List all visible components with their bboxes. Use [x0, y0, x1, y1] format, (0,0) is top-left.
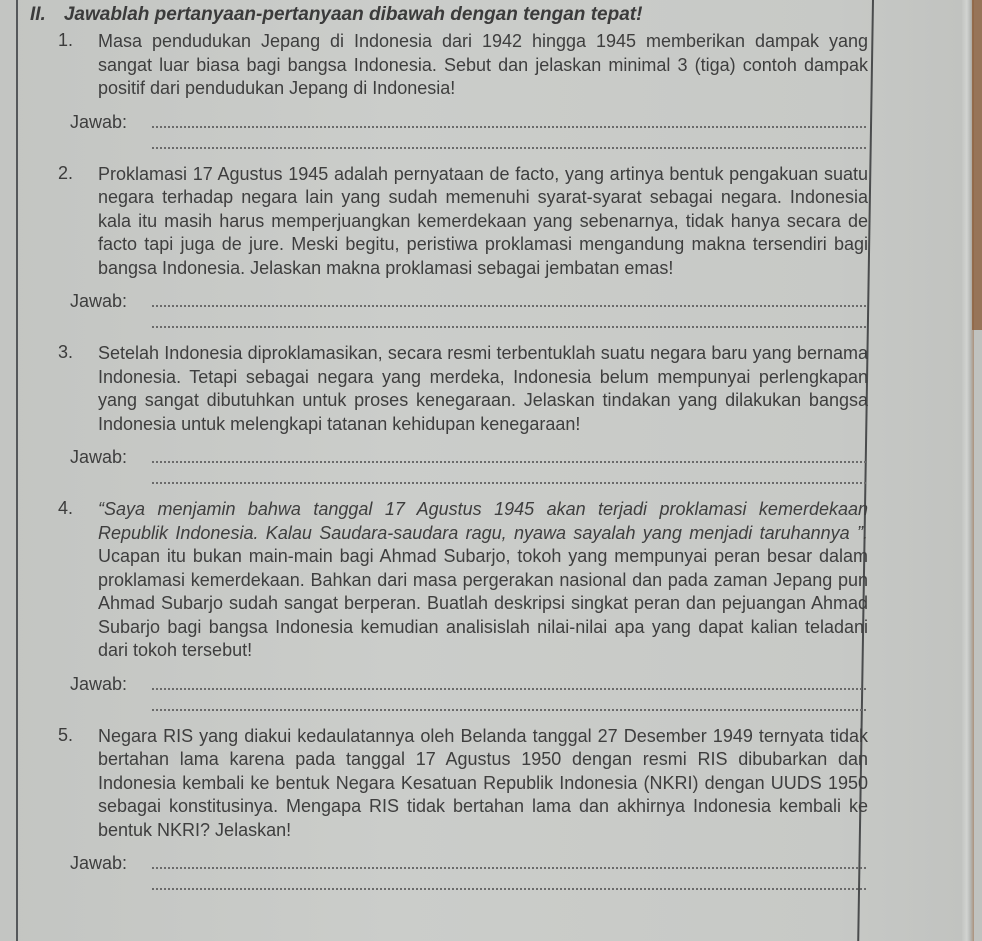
quote-text: “Saya menjamin bahwa tanggal 17 Agustus 1945 akan terjadi proklamasi kemerdekaan Republik Indonesia. Kalau Saudara-saudara ragu, nyawa sayalah yang menjadi taruhannya ”.: [98, 499, 868, 543]
question-body: Ucapan itu bukan main-main bagi Ahmad Subarjo, tokoh yang mempunyai peran besar dalam proklamasi kemerdekaan. Bahkan dari masa pergerakan nasional dan pada zaman Jepang pun Ahmad Subarjo sudah sangat berperan. Buatlah deskripsi singkat peran dan pejuangan Ahmad Subarjo bagi bangsa Indonesia kemudian analisislah nilai-nilai apa yang dapat kalian teladani dari tokoh tersebut!: [98, 546, 868, 660]
question-number: 5.: [58, 724, 74, 745]
question-number: 4.: [58, 498, 74, 518]
question-4: [30, 498, 870, 715]
question-2: [30, 163, 870, 333]
answer-label: Jawab:: [70, 673, 128, 694]
question-number: 1.: [58, 30, 74, 50]
answer-line[interactable]: [152, 326, 866, 328]
question-text: Proklamasi 17 Agustus 1945 adalah pernyataan de facto, yang artinya bentuk pengakuan suatu negara terhadap negara lain yang sudah memenuhi syarat-syarat sebagai negara. Indonesia kala itu masih harus memperjuangkan kemerdekaan yang sebenarnya, tidak hanya secara de facto tapi juga de jure. Meski begitu, peristiwa proklamasi mengandung makna tersendiri bagi bangsa Indonesia. Jelaskan makna proklamasi sebagai jembatan emas!: [98, 163, 868, 278]
section-heading: [30, 4, 870, 26]
question-text: Masa pendudukan Jepang di Indonesia dari 1942 hingga 1945 memberikan dampak yang sangat luar biasa bagi bangsa Indonesia. Sebut dan jelaskan minimal 3 (tiga) contoh dampak positif dari pendudukan Jepang di Indonesia!: [98, 31, 868, 98]
answer-label: Jawab:: [70, 291, 128, 311]
section-instruction: Jawablah pertanyaan-pertanyaan dibawah dengan tengan tepat!: [63, 4, 643, 25]
question-number: 2.: [58, 162, 74, 183]
question-5: [30, 725, 870, 895]
answer-line[interactable]: [152, 867, 866, 869]
question-3: [30, 342, 870, 488]
table-surface: [972, 0, 982, 330]
answer-line[interactable]: [152, 461, 866, 463]
answer-line[interactable]: [152, 482, 866, 484]
answer-line[interactable]: [152, 126, 866, 128]
answer-line[interactable]: [152, 888, 866, 890]
answer-line[interactable]: [152, 688, 866, 690]
answer-label: Jawab:: [70, 111, 128, 132]
answer-line[interactable]: [152, 709, 866, 711]
page-left-margin-line: [16, 0, 18, 941]
question-text: Setelah Indonesia diproklamasikan, secara resmi terbentuklah suatu negara baru yang bernama Indonesia. Tetapi sebagai negara yang merdeka, Indonesia belum mempunyai perlengkapan yang sangat dibutuhkan untuk proses kenegaraan. Jelaskan tindakan yang dilakukan bangsa Indonesia untuk melengkapi tatanan kehidupan kenegaraan!: [98, 343, 868, 434]
answer-line[interactable]: [152, 147, 866, 149]
worksheet: [30, 4, 870, 904]
answer-line[interactable]: [152, 305, 866, 307]
question-number: 3.: [58, 342, 74, 362]
answer-label: Jawab:: [70, 853, 128, 873]
question-text: Negara RIS yang diakui kedaulatannya oleh Belanda tanggal 27 Desember 1949 ternyata tidak bertahan lama karena pada tanggal 17 Agustus 1950 dengan resmi RIS dibubarkan dan Indonesia kembali ke bentuk Negara Kesatuan Republik Indonesia (NKRI) dengan UUDS 1950 sebagai konstitusinya. Mengapa RIS tidak bertahan lama dan akhirnya Indonesia kembali ke bentuk NKRI? Jelaskan!: [98, 725, 868, 840]
question-1: [30, 30, 870, 153]
question-text: [98, 498, 868, 663]
section-numeral: II.: [30, 4, 46, 25]
answer-label: Jawab:: [70, 447, 128, 467]
